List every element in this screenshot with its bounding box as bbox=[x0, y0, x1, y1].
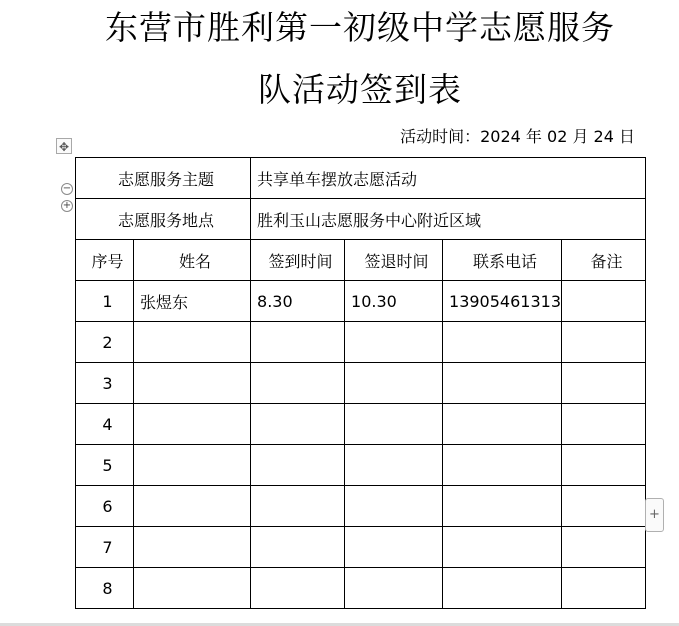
cell-phone[interactable] bbox=[443, 322, 562, 363]
cell-phone[interactable] bbox=[443, 527, 562, 568]
cell-phone[interactable]: 13905461313 bbox=[443, 281, 562, 322]
header-name[interactable]: 姓名 bbox=[134, 240, 251, 281]
table-row bbox=[76, 486, 646, 527]
move-arrows-icon[interactable]: ✥ bbox=[56, 138, 72, 154]
cell-sign-in[interactable] bbox=[251, 486, 345, 527]
cell-sign-out[interactable] bbox=[345, 322, 443, 363]
cell-sign-out[interactable] bbox=[345, 527, 443, 568]
cell-sign-out[interactable] bbox=[345, 445, 443, 486]
header-sign-out[interactable]: 签退时间 bbox=[345, 240, 443, 281]
cell-sign-in[interactable] bbox=[251, 445, 345, 486]
cell-no[interactable]: 2 bbox=[76, 322, 134, 363]
table-row bbox=[76, 281, 646, 322]
cell-no[interactable]: 1 bbox=[76, 281, 134, 322]
header-no[interactable]: 序号 bbox=[76, 240, 134, 281]
cell-no[interactable]: 5 bbox=[76, 445, 134, 486]
table-row bbox=[76, 404, 646, 445]
cell-note[interactable] bbox=[562, 363, 646, 404]
cell-sign-in[interactable] bbox=[251, 568, 345, 609]
cell-no[interactable]: 3 bbox=[76, 363, 134, 404]
cell-phone[interactable] bbox=[443, 445, 562, 486]
plus-icon[interactable]: + bbox=[645, 498, 664, 532]
cell-sign-in[interactable] bbox=[251, 404, 345, 445]
cell-sign-in[interactable] bbox=[251, 322, 345, 363]
location-row bbox=[76, 199, 646, 240]
cell-name[interactable] bbox=[134, 486, 251, 527]
cell-name[interactable] bbox=[134, 363, 251, 404]
cell-sign-in[interactable]: 8.30 bbox=[251, 281, 345, 322]
header-row bbox=[76, 240, 646, 281]
cell-sign-out[interactable] bbox=[345, 486, 443, 527]
cell-phone[interactable] bbox=[443, 486, 562, 527]
table-row bbox=[76, 568, 646, 609]
cell-name[interactable] bbox=[134, 404, 251, 445]
signin-table bbox=[75, 157, 646, 609]
minus-circle-icon[interactable]: − bbox=[62, 183, 72, 194]
cell-note[interactable] bbox=[562, 404, 646, 445]
plus-circle-icon[interactable]: + bbox=[62, 200, 72, 211]
header-note[interactable]: 备注 bbox=[562, 240, 646, 281]
location-label[interactable]: 志愿服务地点 bbox=[76, 199, 251, 240]
cell-note[interactable] bbox=[562, 322, 646, 363]
cell-note[interactable] bbox=[562, 527, 646, 568]
document-title-line1: 东营市胜利第一初级中学志愿服务 bbox=[105, 8, 615, 47]
theme-row bbox=[76, 158, 646, 199]
theme-value[interactable]: 共享单车摆放志愿活动 bbox=[251, 158, 646, 199]
cell-note[interactable] bbox=[562, 568, 646, 609]
cell-sign-out[interactable] bbox=[345, 568, 443, 609]
table-row bbox=[76, 322, 646, 363]
activity-date: 活动时间：2024 年 02 月 24 日 bbox=[400, 127, 635, 146]
table-row bbox=[76, 363, 646, 404]
cell-sign-out[interactable] bbox=[345, 363, 443, 404]
table-row bbox=[76, 527, 646, 568]
cell-note[interactable] bbox=[562, 486, 646, 527]
theme-label[interactable]: 志愿服务主题 bbox=[76, 158, 251, 199]
cell-name[interactable] bbox=[134, 322, 251, 363]
header-phone[interactable]: 联系电话 bbox=[443, 240, 562, 281]
cell-name[interactable] bbox=[134, 527, 251, 568]
cell-sign-out[interactable]: 10.30 bbox=[345, 281, 443, 322]
cell-no[interactable]: 7 bbox=[76, 527, 134, 568]
table-row bbox=[76, 445, 646, 486]
cell-phone[interactable] bbox=[443, 404, 562, 445]
header-sign-in[interactable]: 签到时间 bbox=[251, 240, 345, 281]
cell-sign-out[interactable] bbox=[345, 404, 443, 445]
cell-note[interactable] bbox=[562, 281, 646, 322]
cell-phone[interactable] bbox=[443, 568, 562, 609]
cell-sign-in[interactable] bbox=[251, 527, 345, 568]
location-value[interactable]: 胜利玉山志愿服务中心附近区域 bbox=[251, 199, 646, 240]
cell-sign-in[interactable] bbox=[251, 363, 345, 404]
cell-no[interactable]: 4 bbox=[76, 404, 134, 445]
cell-note[interactable] bbox=[562, 445, 646, 486]
cell-no[interactable]: 6 bbox=[76, 486, 134, 527]
cell-name[interactable]: 张煜东 bbox=[134, 281, 251, 322]
cell-phone[interactable] bbox=[443, 363, 562, 404]
cell-name[interactable] bbox=[134, 445, 251, 486]
document-title-line2: 队活动签到表 bbox=[258, 70, 462, 109]
cell-name[interactable] bbox=[134, 568, 251, 609]
cell-no[interactable]: 8 bbox=[76, 568, 134, 609]
